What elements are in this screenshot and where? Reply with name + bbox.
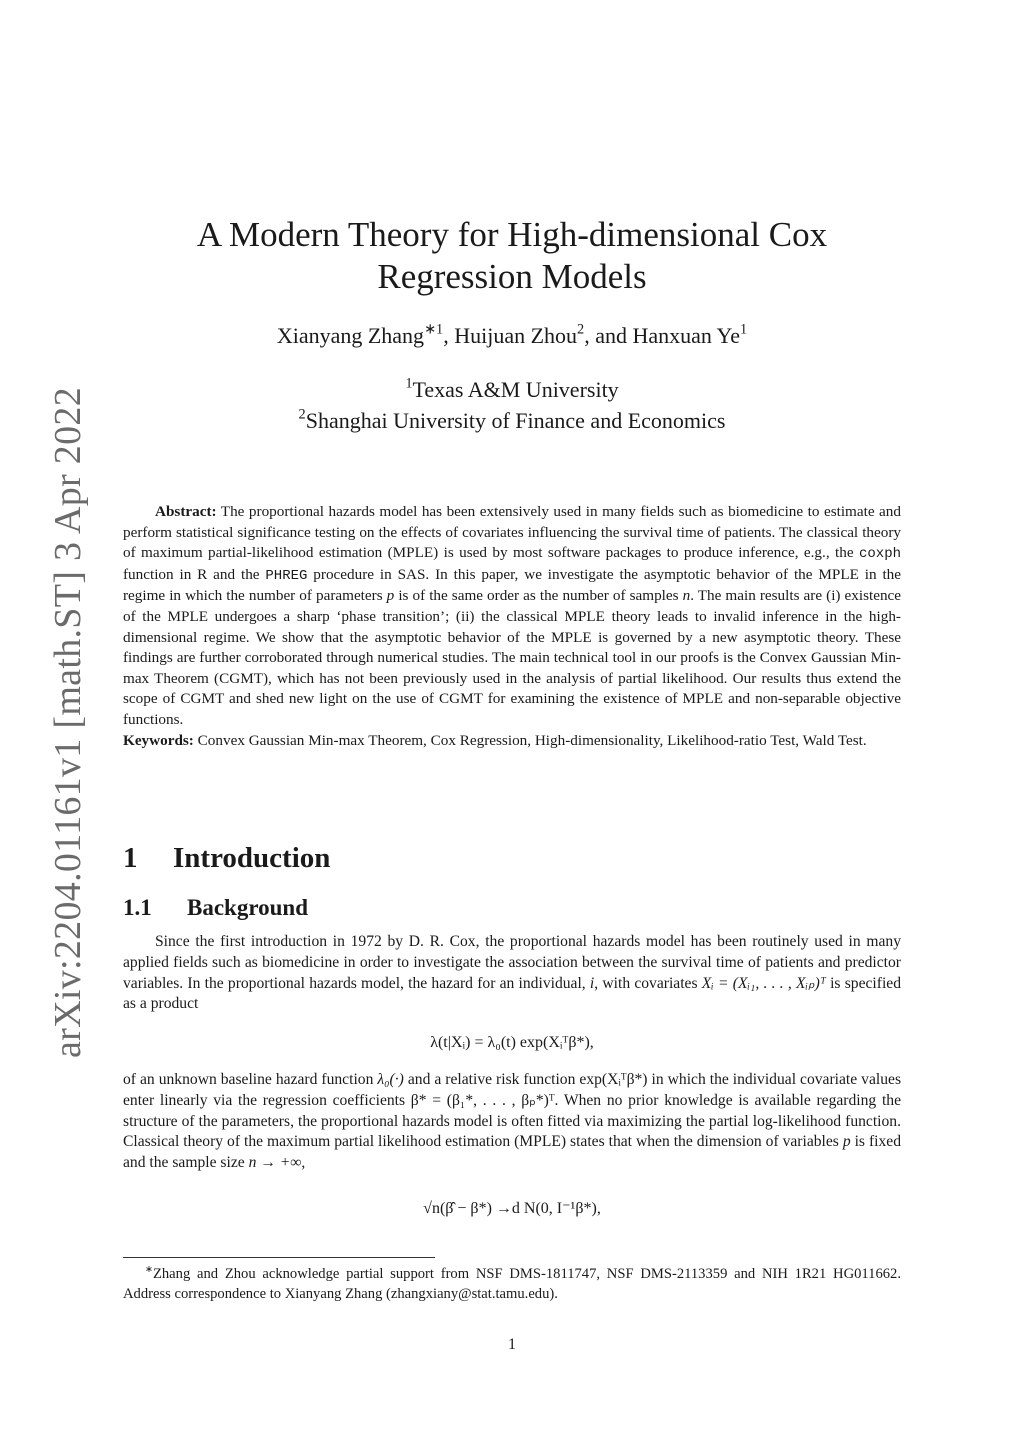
affiliation: $^1$Texas A&M University: [405, 375, 619, 402]
code-coxph: coxph: [858, 546, 901, 563]
arxiv-identifier[interactable]: arXiv:2204.01161v1 [math.ST] 3 Apr 2022: [47, 386, 89, 1058]
author-affil-mark: 1: [740, 321, 748, 338]
body-paragraph-1: Since the first introduction in 1972 by D. R. Cox, the proportional hazards model has been routinely used in many applied fields such as biomedicine in order to investigate the association between the survival time of patients and predictor variables. In the proportional hazards model, the hazard for an individual, i, with covariates Xᵢ = (Xᵢ₁, . . . , Xᵢₚ)ᵀ is specified as a product: [123, 933, 901, 1013]
inline-math: Xᵢ = (Xᵢ₁, . . . , Xᵢₚ)ᵀ: [701, 974, 826, 992]
page-number: 1: [508, 1336, 516, 1353]
equation-asymptotic-normality: √n(β̂ − β*) →d N(0, I⁻¹β*),: [423, 1200, 601, 1217]
keywords-label: Keywords:: [123, 731, 194, 749]
affiliation: $^2$Shanghai University of Finance and Economics: [298, 406, 726, 433]
inline-math: exp(Xᵢᵀβ*): [579, 1071, 648, 1088]
affiliations: [120, 374, 904, 436]
code-phreg: PHREG: [265, 567, 308, 584]
author-affil-mark: ∗1: [424, 321, 444, 338]
subsection-heading: 1.1 Background: [123, 895, 309, 920]
section-heading: 1 Introduction: [123, 842, 331, 874]
author-list: [120, 322, 904, 350]
author-name: Xianyang Zhang: [276, 323, 425, 348]
keywords: Keywords: Convex Gaussian Min-max Theorem, Cox Regression, High-dimensionality, Likelihood-ratio Test, Wald Test.: [123, 731, 867, 749]
paper-title: [120, 214, 904, 298]
title-line-2: Regression Models: [377, 257, 647, 296]
author-name: , Huijuan Zhou: [443, 323, 578, 348]
author-affil-mark: 2: [577, 321, 585, 338]
body-paragraph-2: of an unknown baseline hazard function λ₀(·) and a relative risk function exp(Xᵢᵀβ*) in which the individual covariate values enter linearly via the regression coefficients β* = (β₁*, . . . , βₚ*)ᵀ. When no prior knowledge is available regarding the structure of the parameters, the proportional hazards model is often fitted via maximizing the partial log-likelihood function. Classical theory of the maximum partial likelihood estimation (MPLE) states that when the dimension of variables p is fixed and the sample size n → +∞,: [123, 1071, 902, 1172]
footnote-rule: [123, 1257, 435, 1258]
author-name: , and Hanxuan Ye: [584, 323, 741, 348]
title-line-1: A Modern Theory for High-dimensional Cox: [196, 215, 828, 254]
inline-math: λ₀(·): [377, 1071, 404, 1088]
abstract: [123, 502, 901, 751]
abstract-paragraph: Abstract: The proportional hazards model has been extensively used in many fields such as biomedicine to estimate and perform statistical significance testing on the effects of covariates influencing the survival time of patients. The classical theory of maximum partial-likelihood estimation (MPLE) is used by most software packages to produce inference, e.g., the coxph function in R and the PHREG procedure in SAS. In this paper, we investigate the asymptotic behavior of the MPLE in the regime in which the number of parameters p is of the same order as the number of samples n. The main results are (i) existence of the MPLE undergoes a sharp ‘phase transition’; (ii) the classical MPLE theory leads to invalid inference in the high-dimensional regime. We show that the asymptotic behavior of the MPLE is governed by a new asymptotic theory. These findings are further corroborated through numerical studies. The main technical tool in our proofs is the Convex Gaussian Min-max Theorem (CGMT), which has not been previously used in the analysis of partial likelihood. Our results thus extend the scope of CGMT and shed new light on the use of CGMT for examining the existence of MPLE and non-separable objective functions.: [123, 503, 902, 728]
inline-math: n → +∞: [248, 1154, 302, 1172]
inline-math: β* = (β₁*, . . . , βₚ*)ᵀ: [410, 1091, 555, 1109]
equation-hazard: λ(t|Xᵢ) = λ₀(t) exp(Xᵢᵀβ*),: [430, 1034, 594, 1051]
abstract-label: Abstract:: [155, 503, 217, 520]
footnote: ∗Zhang and Zhou acknowledge partial support from NSF DMS-1811747, NSF DMS-2113359 and NIH 1R21 HG011662. Address correspondence to Xianyang Zhang (zhangxiany@stat.tamu.edu).: [123, 1264, 901, 1302]
footnote-mark: ∗: [145, 1264, 153, 1275]
